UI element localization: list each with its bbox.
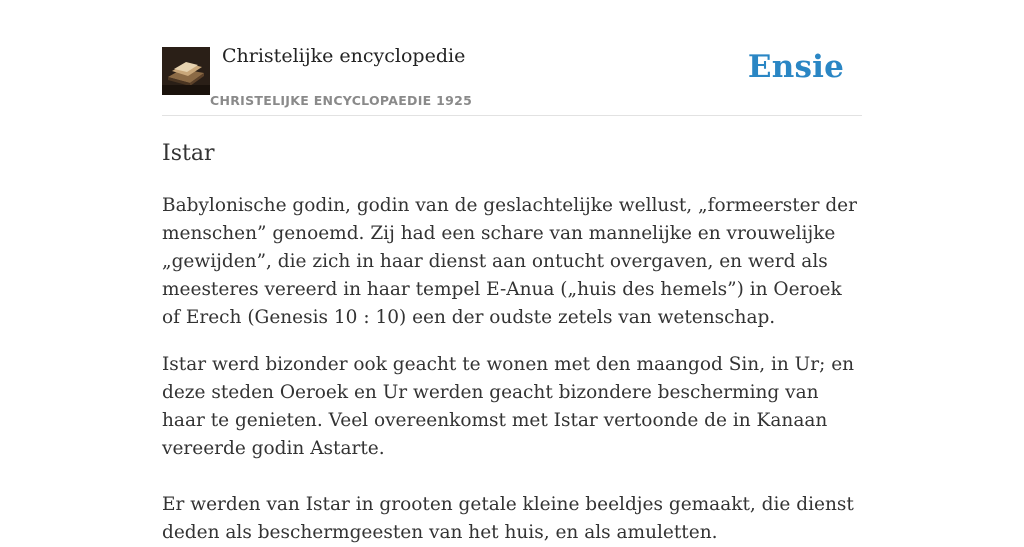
site-name[interactable]: Christelijke encyclopedie — [222, 45, 466, 67]
article-paragraph: Er werden van Istar in grooten getale kleine beeldjes gemaakt, die dienst deden als beschermgeesten van het huis, en als amuletten. — [162, 494, 854, 543]
article — [162, 138, 862, 547]
article-title: Istar — [162, 141, 215, 166]
header — [162, 0, 862, 116]
article-paragraph: Istar werd bizonder ook geacht te wonen met den maangod Sin, in Ur; en deze steden Oeroek en Ur werden geacht bizondere bescherming van haar te genieten. Veel overeenkomst met Istar vertoonde de in Kanaan vereerde godin Astarte. — [162, 354, 855, 459]
ensie-logo-link[interactable]: Ensie — [747, 49, 844, 85]
encyclopedia-edition-label[interactable]: CHRISTELIJKE ENCYCLOPAEDIE 1925 — [210, 93, 473, 108]
book-cover-avatar-icon[interactable] — [162, 47, 210, 95]
article-paragraph: Babylonische godin, godin van de geslachtelijke wellust, „formeerster der menschen” genoemd. Zij had een schare van mannelijke en vrouwelijke „gewijden”, die zich in haar dienst aan ontucht overgaven, en werd als meesteres vereerd in haar tempel E-Anua („huis des hemels”) in Oeroek of Erech (Genesis 10 : 10) een der oudste zetels van wetenschap. — [162, 195, 857, 328]
